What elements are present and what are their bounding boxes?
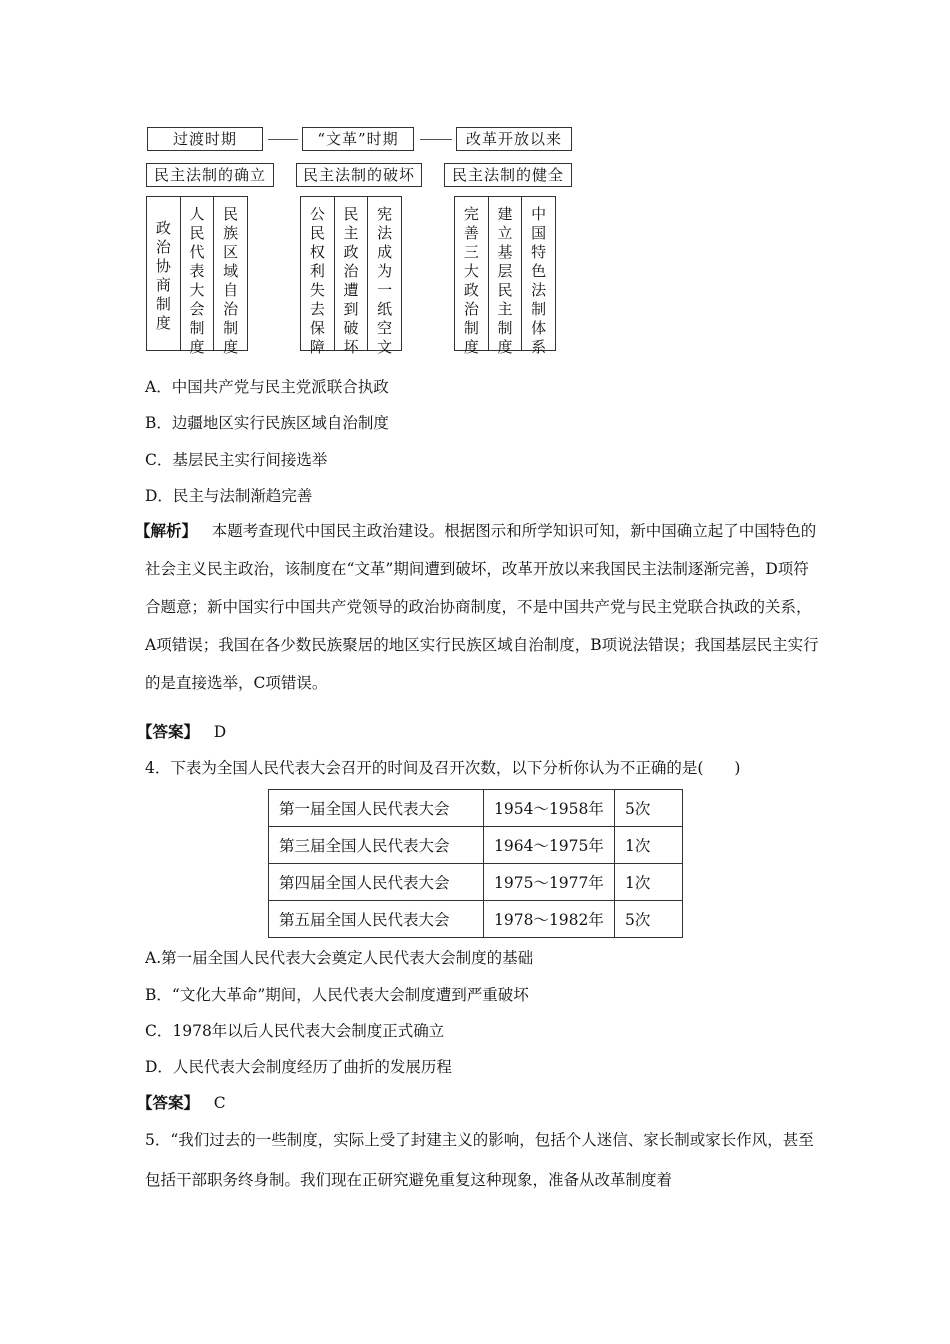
vertical-text-column: 民 主 政 治 遭 到 破 坏 [335, 197, 369, 350]
period-box-cultural-revolution: “文革”时期 [302, 127, 414, 151]
state-box-established: 民主法制的确立 [146, 163, 274, 187]
column-group-reform [454, 196, 556, 356]
table-row [269, 864, 683, 901]
table-cell: 第四届全国人民代表大会 [269, 864, 484, 901]
q4-option-c: C．1978年以后人民代表大会制度正式确立 [145, 1022, 445, 1040]
table-row [269, 790, 683, 827]
vertical-text-column: 完 善 三 大 政 治 制 度 [455, 197, 489, 350]
q3-option-b: B．边疆地区实行民族区域自治制度 [145, 414, 389, 432]
table-cell: 第五届全国人民代表大会 [269, 901, 484, 938]
table-cell: 5次 [615, 790, 683, 827]
q4-option-a: A.第一届全国人民代表大会奠定人民代表大会制度的基础 [145, 949, 534, 967]
npc-sessions-table [268, 789, 683, 938]
vertical-text-column: 政 治 协 商 制 度 [147, 197, 181, 350]
table-cell: 1954～1958年 [484, 790, 615, 827]
table-cell: 1978～1982年 [484, 901, 615, 938]
table-cell: 1964～1975年 [484, 827, 615, 864]
q4-option-b: B．“文化大革命”期间，人民代表大会制度遭到严重破坏 [145, 986, 529, 1004]
analysis-label: 【解析】 [135, 521, 198, 540]
connector-line [420, 139, 452, 140]
q4-answer [137, 1091, 226, 1113]
q3-option-d: D．民主与法制渐趋完善 [145, 487, 313, 505]
table-row [269, 827, 683, 864]
q5-question: 5．“我们过去的一些制度，实际上受了封建主义的影响，包括个人迷信、家长制或家长作风，甚至包括干部职务终身制。我们现在正研究避免重复这种现象，准备从改革制度着 [145, 1131, 814, 1189]
vertical-text-column: 公 民 权 利 失 去 保 障 [301, 197, 335, 350]
q3-analysis [135, 512, 820, 702]
q3-option-a: A．中国共产党与民主党派联合执政 [145, 378, 389, 396]
period-box-reform: 改革开放以来 [456, 127, 572, 151]
table-cell: 1975～1977年 [484, 864, 615, 901]
table-cell: 1次 [615, 827, 683, 864]
column-group-transition [146, 196, 248, 356]
connector-line [268, 139, 298, 140]
table-cell: 第一届全国人民代表大会 [269, 790, 484, 827]
vertical-text-column: 建 立 基 层 民 主 制 度 [489, 197, 523, 350]
table-cell: 5次 [615, 901, 683, 938]
q3-answer [137, 720, 226, 742]
q3-option-c: C．基层民主实行间接选举 [145, 451, 328, 469]
vertical-text-column: 民 族 区 域 自 治 制 度 [223, 205, 239, 356]
table-cell: 第三届全国人民代表大会 [269, 827, 484, 864]
answer-label: 【答案】 [137, 1093, 200, 1112]
vertical-text-column: 宪 法 成 为 一 纸 空 文 [377, 205, 393, 356]
state-box-improved: 民主法制的健全 [444, 163, 572, 187]
table-row [269, 901, 683, 938]
answer-value: C [213, 1094, 226, 1112]
vertical-text-column: 中 国 特 色 法 制 体 系 [531, 205, 547, 356]
vertical-text-column: 人 民 代 表 大 会 制 度 [181, 197, 215, 350]
analysis-text: 本题考查现代中国民主政治建设。根据图示和所学知识可知，新中国确立起了中国特色的社会主义民主政治，该制度在“文革”期间遭到破坏，改革开放以来我国民主法制逐渐完善，D项符合题意；新中国实行中国共产党领导的政治协商制度，不是中国共产党与民主党联合执政的关系，A项错误；我国在各少数民族聚居的地区实行民族区域自治制度，B项说法错误；我国基层民主实行的是直接选举，C项错误。 [145, 522, 819, 692]
period-box-transition: 过渡时期 [147, 127, 263, 151]
table-cell: 1次 [615, 864, 683, 901]
answer-value: D [213, 723, 227, 741]
q4-option-d: D．人民代表大会制度经历了曲折的发展历程 [145, 1058, 452, 1076]
state-box-destroyed: 民主法制的破坏 [296, 163, 422, 187]
column-group-cultural-revolution [300, 196, 402, 356]
answer-label: 【答案】 [137, 722, 200, 741]
q4-question: 4．下表为全国人民代表大会召开的时间及召开次数，以下分析你认为不正确的是( ) [145, 759, 741, 777]
